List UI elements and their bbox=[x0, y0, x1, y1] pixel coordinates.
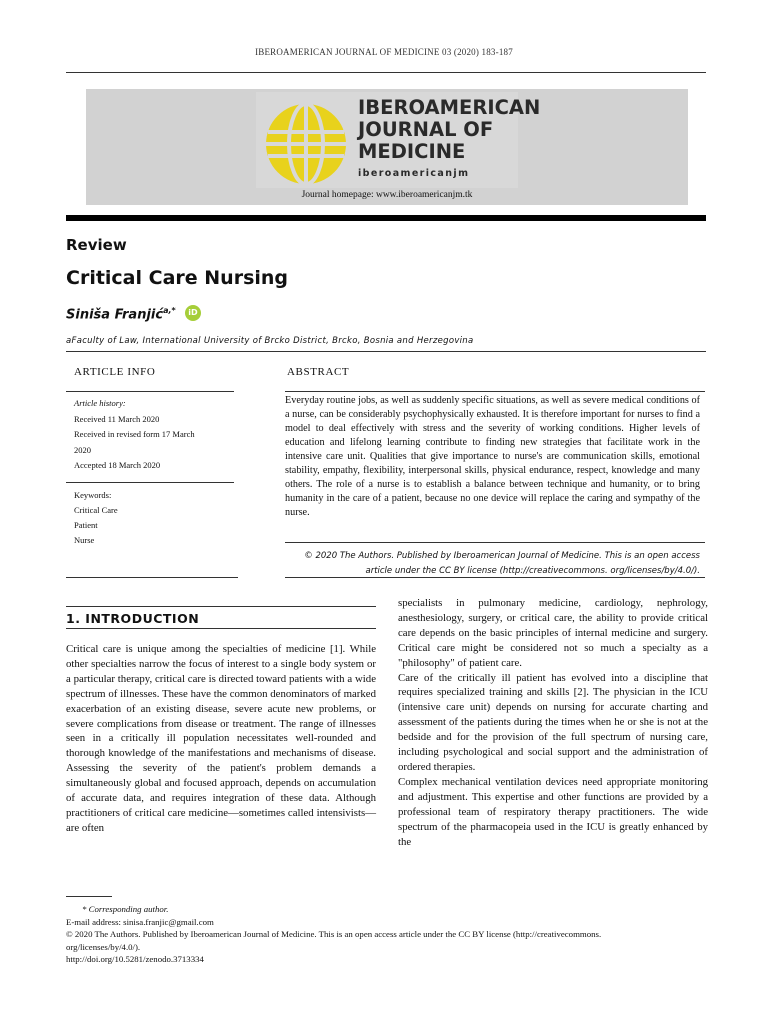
license-line-1: © 2020 The Authors. Published by Iberoamerican Journal of Medicine. This is an open access article under the CC BY license (http://creativecommons. bbox=[66, 929, 602, 940]
keyword: Patient bbox=[74, 520, 98, 530]
orcid-icon[interactable]: iD bbox=[185, 305, 201, 321]
email-address[interactable]: E-mail address: sinisa.franjic@gmail.com bbox=[66, 916, 214, 927]
revised-date: Received in revised form 17 March bbox=[74, 429, 195, 439]
article-title: Critical Care Nursing bbox=[66, 267, 289, 289]
section-heading: 1. INTRODUCTION bbox=[66, 611, 200, 626]
abstract-text: Everyday routine jobs, as well as suddenly specific situations, as well as severe medical conditions of a nurse, can be considerably psychophysically exhausted. It is therefore important for nurses to find a model to deal effectively with stress and the severity of working conditions. Higher levels of education and lifelong learning contribute to finding new strategies that facilitate work in the intensive care unit. Qualities that give importance to nurse's are communication skills, emotional stability, empathy, flexibility, interpersonal skills, physical endurance, respect, knowledge and many others. The role of a nurse is to establish a balance between technique and humanity, or to bring humanity in the care of a patient, because no one device will replace the caring and sympathy of the nurse. bbox=[285, 395, 700, 518]
journal-homepage: Journal homepage: www.iberoamericanjm.tk bbox=[301, 190, 473, 200]
abstract-heading: ABSTRACT bbox=[287, 366, 350, 378]
copyright-line-1: © 2020 The Authors. Published by Iberoamerican Journal of Medicine. This is an open access bbox=[304, 551, 700, 561]
copyright-line-2[interactable]: article under the CC BY license (http://creativecommons. org/licenses/by/4.0/). bbox=[365, 566, 700, 576]
banner-divider bbox=[66, 215, 706, 221]
keyword: Nurse bbox=[74, 535, 95, 545]
logo-title bbox=[358, 97, 540, 163]
copyright-note bbox=[285, 549, 700, 579]
keyword: Critical Care bbox=[74, 505, 118, 515]
license-line-2: org/licenses/by/4.0/). bbox=[66, 941, 141, 952]
globe-logo-icon bbox=[264, 102, 348, 186]
accepted-date: Accepted 18 March 2020 bbox=[74, 460, 161, 470]
journal-reference: IBEROAMERICAN JOURNAL OF MEDICINE 03 (2020) 183-187 bbox=[255, 47, 513, 57]
revised-date-year: 2020 bbox=[74, 444, 91, 455]
footnote-divider bbox=[66, 896, 112, 897]
footnotes bbox=[66, 903, 706, 966]
logo-line-1: IBEROAMERICAN bbox=[358, 96, 541, 119]
author-superscript: a,* bbox=[163, 306, 176, 315]
logo-line-3: MEDICINE bbox=[358, 140, 466, 163]
article-history bbox=[74, 396, 234, 474]
intro-bottom-divider bbox=[66, 628, 376, 629]
logo-line-2: JOURNAL OF bbox=[358, 118, 494, 141]
copyright-divider bbox=[285, 577, 705, 578]
body-paragraph: specialists in pulmonary medicine, cardiology, nephrology, anesthesiology, surgery, or critical care, the ability to provide critical care depends on the basic principles of internal medicine and surgery. Critical care might be considered not so much a specialty as a "philosophy" of patient care. bbox=[398, 597, 708, 669]
article-info-heading: ARTICLE INFO bbox=[74, 366, 156, 378]
corresponding-author-note: * Corresponding author. bbox=[82, 904, 169, 914]
intro-top-divider bbox=[66, 606, 376, 607]
body-column-right bbox=[398, 596, 708, 849]
journal-logo bbox=[256, 92, 541, 188]
affiliation-divider bbox=[66, 351, 706, 352]
header-divider bbox=[66, 72, 706, 73]
article-info-divider bbox=[66, 391, 234, 392]
keywords-label: Keywords: bbox=[74, 490, 112, 500]
keywords-divider bbox=[66, 482, 234, 483]
body-paragraph: Care of the critically ill patient has evolved into a discipline that requires specialized training and skills [2]. The physician in the ICU (intensive care unit) depends on nursing for accurate charting and assessment of the patients during the times when he or she is not at the bedside and for the provision of the full spectrum of nursing care, including psychological and social support and the administration of ordered therapies. bbox=[398, 671, 708, 773]
body-paragraph: Complex mechanical ventilation devices need appropriate monitoring and adjustment. This expertise and other functions are provided by a professional team of respiratory therapy practitioners. The wide spectrum of the pharmacopeia used in the ICU is greatly enhanced by the bbox=[398, 775, 708, 848]
author-name: Siniša Franjić$^{a,*}$ bbox=[66, 306, 176, 323]
keywords bbox=[74, 488, 118, 548]
abstract-divider bbox=[285, 391, 705, 392]
body-column-left bbox=[66, 642, 376, 836]
article-type: Review bbox=[66, 236, 127, 254]
body-paragraph: Critical care is unique among the specialties of medicine [1]. While other specialties narrow the focus of interest to a single body system or a particular therapy, critical care is directed toward patients with a wide spectrum of illnesses. These have the common denominators of marked exacerbation of an existing disease, severe acute new problems, or severe complications from disease or treatment. The range of illnesses seen in a critically ill population necessitates well-rounded and thorough knowledge of the manifestations and mechanisms of disease. Assessing the severity of the patient's problem demands a simultaneously global and focused approach, depends on accumulation of accurate data, and requires integration of these data. Although practitioners of critical care medicine—sometimes called intensivists—are often bbox=[66, 643, 376, 834]
doi-link[interactable]: http://doi.org/10.5281/zenodo.3713334 bbox=[66, 954, 204, 965]
logo-subtitle: iberoamericanjm bbox=[358, 168, 470, 179]
affiliation: aFaculty of Law, International University of Brcko District, Brcko, Bosnia and Herzegovina bbox=[66, 336, 474, 346]
received-date: Received 11 March 2020 bbox=[74, 413, 160, 424]
journal-banner bbox=[86, 89, 688, 205]
article-info-bottom-divider bbox=[66, 577, 238, 578]
abstract-bottom-divider bbox=[285, 542, 705, 543]
history-label: Article history: bbox=[74, 398, 126, 408]
